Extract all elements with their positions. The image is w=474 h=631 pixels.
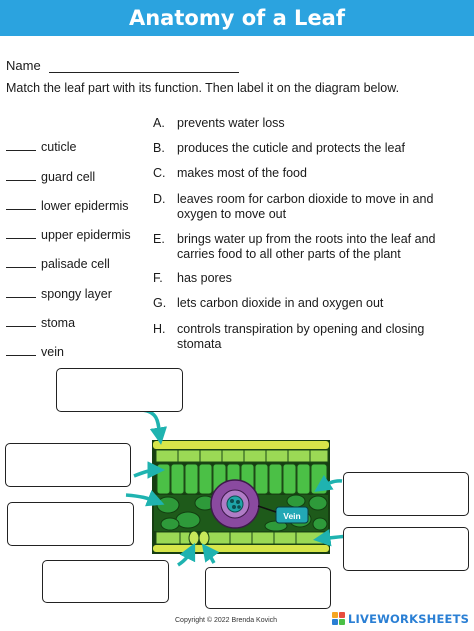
definition-letter: B. xyxy=(153,141,165,155)
vein-bundle xyxy=(211,480,259,528)
term-list xyxy=(6,125,131,359)
liveworksheets-logo-icon xyxy=(332,612,346,626)
lower-cuticle-layer xyxy=(153,545,329,552)
term-item xyxy=(6,271,131,300)
definition-item xyxy=(153,141,453,156)
term-item xyxy=(6,330,131,359)
definition-letter: F. xyxy=(153,271,163,285)
definition-letter: D. xyxy=(153,192,166,206)
label-box[interactable] xyxy=(205,567,331,609)
term-label: vein xyxy=(41,345,64,360)
label-box[interactable] xyxy=(56,368,183,412)
answer-blank[interactable] xyxy=(6,296,36,298)
upper-epidermis-layer xyxy=(156,450,328,462)
definition-text: prevents water loss xyxy=(177,116,285,130)
page-title: Anatomy of a Leaf xyxy=(128,6,345,30)
term-item xyxy=(6,242,131,271)
answer-blank[interactable] xyxy=(6,325,36,327)
term-label: upper epidermis xyxy=(41,228,131,243)
definition-item xyxy=(153,166,453,181)
definition-text: lets carbon dioxide in and oxygen out xyxy=(177,296,384,310)
definition-letter: G. xyxy=(153,296,167,310)
definition-item xyxy=(153,232,453,262)
definition-letter: H. xyxy=(153,322,166,336)
definition-item xyxy=(153,322,453,352)
definition-text: brings water up from the roots into the leaf and carries food to all other parts of the plant xyxy=(177,232,436,261)
liveworksheets-logo xyxy=(332,612,469,626)
name-input[interactable] xyxy=(49,58,239,73)
term-item xyxy=(6,125,131,154)
answer-blank[interactable] xyxy=(6,354,36,356)
definition-letter: C. xyxy=(153,166,166,180)
term-item xyxy=(6,301,131,330)
definition-letter: A. xyxy=(153,116,165,130)
term-label: spongy layer xyxy=(41,286,112,301)
term-item xyxy=(6,213,131,242)
term-item xyxy=(6,184,131,213)
instructions: Match the leaf part with its function. Then label it on the diagram below. xyxy=(6,81,400,95)
term-label: palisade cell xyxy=(41,257,110,272)
cuticle-layer xyxy=(153,441,329,449)
definition-text: produces the cuticle and protects the leaf xyxy=(177,141,405,155)
term-label: cuticle xyxy=(41,140,77,155)
answer-blank[interactable] xyxy=(6,179,36,181)
definition-item xyxy=(153,192,453,222)
definition-item xyxy=(153,271,453,286)
definition-text: controls transpiration by opening and closing stomata xyxy=(177,322,425,351)
definition-item xyxy=(153,116,453,131)
label-box[interactable] xyxy=(343,527,469,571)
definition-text: makes most of the food xyxy=(177,166,307,180)
vein-label: Vein xyxy=(283,511,301,521)
definition-text: has pores xyxy=(177,271,232,285)
term-label: guard cell xyxy=(41,169,96,184)
answer-blank[interactable] xyxy=(6,237,36,239)
label-box[interactable] xyxy=(7,502,134,546)
answer-blank[interactable] xyxy=(6,208,36,210)
brand-name: LIVEWORKSHEETS xyxy=(348,612,470,626)
label-box[interactable] xyxy=(343,472,469,516)
lower-epidermis-layer xyxy=(156,532,328,544)
title-banner xyxy=(0,0,474,36)
term-label: lower epidermis xyxy=(41,198,129,213)
label-box[interactable] xyxy=(5,443,131,487)
answer-blank[interactable] xyxy=(6,149,36,151)
name-row xyxy=(6,58,239,73)
definition-text: leaves room for carbon dioxide to move in and oxygen to move out xyxy=(177,192,434,221)
answer-blank[interactable] xyxy=(6,266,36,268)
term-label: stoma xyxy=(41,316,76,331)
name-label: Name xyxy=(6,58,41,73)
definition-item xyxy=(153,296,453,311)
term-item xyxy=(6,154,131,183)
copyright-text: Copyright © 2022 Brenda Kovich xyxy=(175,617,278,624)
label-box[interactable] xyxy=(42,560,169,603)
definition-letter: E. xyxy=(153,232,165,246)
